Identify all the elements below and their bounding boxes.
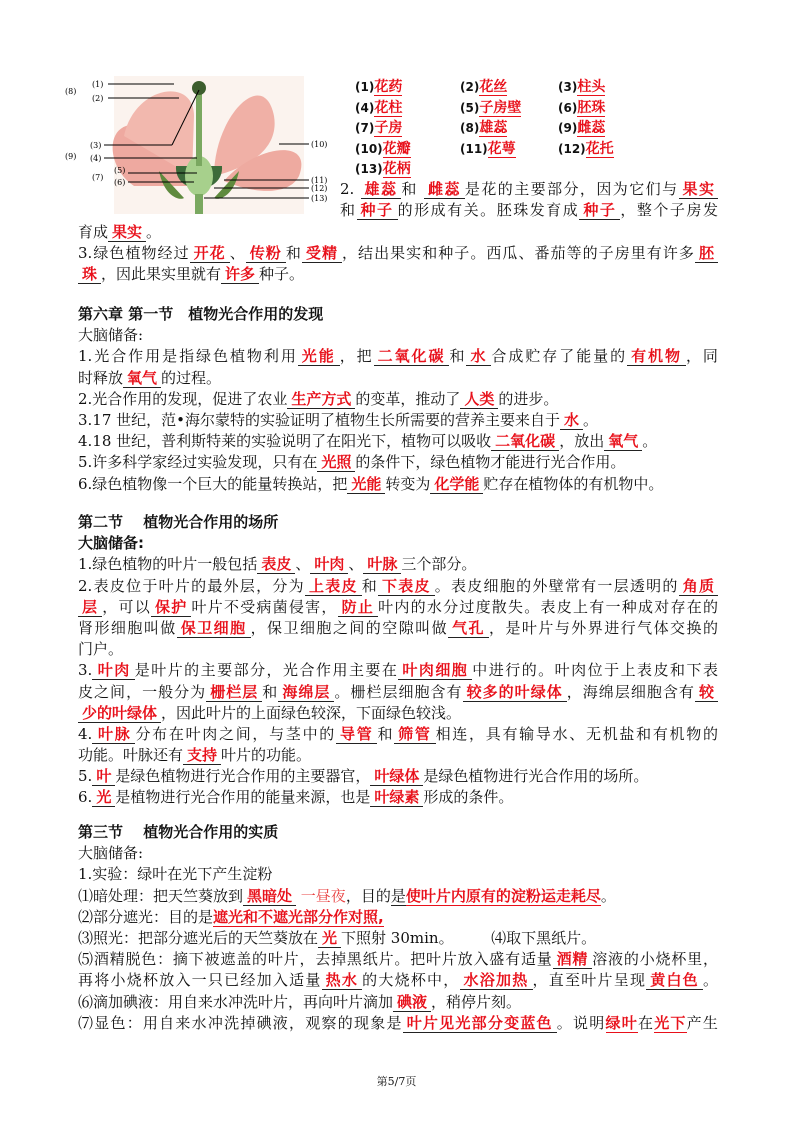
text-line: [78, 766, 718, 787]
label-7: (7): [92, 173, 104, 182]
label-2: (2): [92, 94, 104, 103]
answer-blank: 果实: [108, 223, 146, 242]
text-segment: ，海绵层细胞含有: [566, 682, 695, 701]
answer-blank: 雄蕊: [361, 180, 402, 199]
text-segment: ，稍停片刻。: [431, 992, 522, 1011]
text-line: [78, 928, 718, 949]
text-segment: 1.绿色植物的叶片一般包括: [78, 555, 258, 574]
part-answer: [558, 77, 648, 98]
answer-blank: 导管: [336, 725, 377, 744]
part-answer: [355, 98, 460, 119]
part-name: 胚珠: [577, 99, 606, 116]
answer-blank: 少的叶绿体: [78, 704, 161, 723]
text-segment: ，可以: [102, 597, 151, 616]
text-segment: 是叶片的主要部分，光合作用主要在: [134, 661, 399, 680]
text-segment: 是绿色植物进行光合作用的主要器官，: [115, 767, 371, 786]
text-segment: ，目的: [345, 886, 391, 905]
text-line: [78, 886, 718, 907]
answer-blank: 叶绿素: [370, 788, 423, 807]
answer-blank: 筛管: [394, 725, 435, 744]
text-segment: 2.表皮位于叶片的最外层，分为: [78, 576, 305, 595]
section-discovery: [78, 304, 718, 495]
part-number: (4): [355, 100, 375, 115]
answer-blank: 光能: [298, 347, 340, 366]
text-segment: 转变为: [385, 474, 431, 493]
text-segment: 是植物进行光合作用的能量来源，也是: [115, 788, 371, 807]
part-number: (9): [558, 121, 578, 135]
label-11: (11): [311, 176, 328, 185]
part-answer: [460, 139, 558, 160]
text-segment: 6.绿色植物像一个巨大的能量转换站，把: [78, 474, 348, 493]
label-9: (9): [65, 152, 77, 161]
answer-blank: 黑暗处: [243, 887, 296, 906]
part-number: (11): [460, 141, 488, 156]
text-line: [78, 682, 718, 703]
text-line: [78, 597, 718, 618]
text-line: [78, 410, 718, 431]
text-segment: 分布在叶肉之间，与茎中的: [135, 724, 336, 743]
answer-blank: 角质: [679, 577, 718, 596]
text-segment: 和: [377, 724, 395, 743]
text-segment: 的过程。: [161, 368, 222, 387]
text-segment: 、: [295, 555, 311, 574]
text-segment: 的进步。: [498, 389, 559, 408]
text-line: [78, 533, 718, 554]
answer-blank: 叶片见光部分变蓝色: [403, 1014, 557, 1033]
text-segment: 4.18 世纪，普利斯特莱的实验说明了在阳光下，植物可以吸收: [78, 432, 492, 451]
answer-blank: 表皮: [257, 555, 295, 574]
part-name: 花萼: [487, 140, 516, 157]
part-name: 花托: [585, 140, 614, 157]
text-segment: ⑹滴加碘液：用自来水冲洗叶片，再向叶片滴加: [78, 992, 394, 1011]
text-segment: 叶片的功能。: [221, 746, 312, 765]
answer-blank: 海绵层: [278, 683, 334, 702]
answer-blank: 化学能: [430, 475, 483, 494]
text-line: [78, 843, 718, 864]
text-segment: ，整个子房发: [620, 201, 718, 220]
text-segment: 2.: [340, 180, 361, 198]
answer-blank: 叶肉: [92, 661, 134, 680]
answer-blank: 黄白色: [646, 971, 703, 990]
text-line: [78, 745, 718, 766]
text-segment: 中进行的。叶肉位于上表皮和下表: [472, 661, 718, 680]
answer-text: 遮光和不遮光部分作对照,: [213, 907, 384, 926]
text-segment: 功能。叶脉还有: [78, 746, 184, 765]
text-line: [78, 703, 718, 724]
text-line: [78, 554, 718, 575]
text-segment: 。: [600, 886, 616, 905]
text-segment: ，因此果实里就有: [101, 265, 222, 284]
label-5: (5): [114, 166, 126, 175]
text-segment: 和: [340, 201, 357, 220]
text-segment: ⑴暗处理：把天竺葵放到: [78, 886, 244, 905]
text-segment: ，直至叶片呈现: [532, 971, 647, 990]
flower-fruit-paragraph: [78, 222, 718, 286]
text-segment: 是花的主要部分，因为它们与: [464, 180, 679, 198]
text-segment: 是绿色植物进行光合作用的场所。: [423, 767, 649, 786]
part-answer: [460, 118, 558, 139]
text-segment: 大脑储备:: [78, 326, 144, 345]
text-segment: 大脑储备:: [78, 844, 144, 863]
text-line: [78, 639, 718, 660]
part-answer: [355, 159, 460, 180]
text-segment: 5.许多科学家经过实验发现，只有在: [78, 453, 318, 472]
answer-blank: 种子: [579, 201, 620, 220]
text-segment: ，把: [339, 347, 374, 366]
text-segment: 和: [401, 180, 425, 198]
section-heading: 第六章 第一节 植物光合作用的发现: [78, 305, 324, 323]
text-segment: 溶液的小烧杯里，: [592, 950, 718, 969]
section-essence: [78, 822, 718, 1034]
part-name: 雌蕊: [577, 120, 606, 136]
text-segment: 下照射 30min。 ⑷取下黑纸片。: [341, 928, 597, 947]
part-number: (8): [460, 121, 480, 135]
answer-blank: 叶脉: [363, 555, 401, 574]
text-segment: ⑵部分遮光：目的是: [78, 907, 214, 926]
text-segment: ，同: [685, 347, 718, 366]
text-segment: 的条件下，绿色植物才能进行光合作用。: [355, 453, 626, 472]
text-line: [78, 576, 718, 597]
text-line: [78, 452, 718, 473]
label-8: (8): [65, 87, 77, 96]
text-line: [78, 264, 718, 285]
text-line: [78, 346, 718, 367]
part-number: (10): [355, 141, 383, 156]
text-line: [78, 389, 718, 410]
answer-blank: 果实: [679, 180, 718, 199]
text-segment: 在: [637, 1013, 655, 1032]
text-segment: 。: [583, 410, 599, 429]
text-segment: 。栅栏层细胞含有: [334, 682, 463, 701]
part-name: 雄蕊: [479, 120, 508, 136]
part-answer: [558, 98, 648, 119]
text-segment: 和: [449, 347, 467, 366]
part-answer: [355, 118, 460, 139]
text-segment: 6.: [78, 788, 93, 807]
flower-structure-diagram: [64, 76, 334, 214]
answer-blank: 叶肉细胞: [398, 661, 472, 680]
part-answer: [558, 139, 648, 160]
text-line: [340, 179, 718, 200]
part-answer: [460, 77, 558, 98]
label-12: (12): [311, 184, 328, 193]
text-line: [78, 660, 718, 681]
text-segment: 。表皮细胞的外壁常有一层透明的: [434, 576, 679, 595]
part-name: 子房: [374, 120, 403, 136]
label-1: (1): [92, 80, 104, 89]
text-segment: ，是叶片与外界进行气体交换的: [489, 618, 718, 637]
part-number: (5): [460, 100, 480, 115]
text-segment: 的形成有关。胚珠发育成: [397, 201, 580, 220]
part-answer: [355, 139, 460, 160]
text-line: [78, 822, 718, 843]
text-line: [78, 970, 718, 991]
text-line: [78, 222, 718, 243]
section-heading: 大脑储备:: [78, 534, 144, 553]
text-segment: ，结出果实和种子。西瓜、番茄等的子房里有许多: [342, 244, 695, 263]
answer-blank: 支持: [183, 746, 221, 765]
part-number: (12): [558, 141, 586, 156]
text-segment: ，因此叶片的上面绿色较深，下面绿色较浅。: [161, 703, 462, 722]
label-13: (13): [311, 194, 328, 203]
text-segment: 种子。: [259, 265, 305, 284]
answer-blank: 上表皮: [305, 577, 362, 596]
answer-blank: 层: [78, 598, 102, 617]
part-name: 花药: [374, 79, 403, 95]
answer-blank: 较: [695, 683, 718, 702]
text-segment: 和: [262, 682, 279, 701]
text-segment: ，放出: [559, 432, 605, 451]
text-segment: 的变革，推动了: [355, 389, 461, 408]
part-name: 花丝: [479, 79, 508, 95]
answer-blank: 光照: [317, 453, 355, 472]
text-line: [78, 243, 718, 264]
answer-blank: 有机物: [627, 347, 686, 366]
part-number: (2): [460, 80, 480, 94]
answer-blank: 种子: [357, 201, 398, 220]
text-line: [78, 474, 718, 495]
text-line: [78, 368, 718, 389]
label-10: (10): [311, 140, 328, 149]
answer-blank: 下表皮: [378, 577, 435, 596]
text-segment: 三个部分。: [401, 555, 477, 574]
text-line: [78, 618, 718, 639]
text-segment: 门户。: [78, 640, 124, 659]
text-segment: 时释放: [78, 368, 124, 387]
part-answer: [460, 98, 558, 119]
text-line: [78, 325, 718, 346]
page-number: 第5/7页: [376, 1075, 417, 1088]
text-segment: ，保卫细胞之间的空隙叫做: [250, 618, 449, 637]
answer-blank: 热水: [322, 971, 362, 990]
text-line: [78, 949, 718, 970]
text-segment: 4.: [78, 724, 93, 743]
answer-blank: 水: [560, 411, 583, 430]
text-line: [78, 724, 718, 745]
text-segment: 贮存在植物体的有机物中。: [483, 474, 664, 493]
text-segment: 是: [390, 886, 406, 905]
text-segment: 、: [229, 244, 246, 263]
text-segment: 。说明: [556, 1013, 606, 1032]
answer-blank: 叶脉: [92, 725, 135, 744]
part-answer: [355, 77, 460, 98]
section-heading: 第二节 植物光合作用的场所: [78, 513, 279, 531]
text-line: [78, 304, 718, 325]
part-name: 花瓣: [382, 140, 411, 157]
answer-blank: 氧气: [604, 432, 642, 451]
part-number: (7): [355, 121, 375, 135]
text-line: [78, 992, 718, 1013]
answer-blank: 光: [318, 929, 341, 948]
text-segment: 。: [702, 971, 718, 990]
text-segment: 3.: [78, 661, 93, 680]
text-segment: 叶内的水分过度散失。表皮上有一种成对存在的: [378, 597, 718, 616]
text-segment: 5.: [78, 767, 93, 786]
part-name: 子房壁: [479, 99, 522, 116]
part-answer: [558, 118, 648, 139]
answer-blank: 生产方式: [287, 390, 355, 409]
answer-blank: 保卫细胞: [177, 619, 251, 638]
answer-blank: 光能: [347, 475, 385, 494]
answer-blank: 二氧化碳: [374, 347, 450, 366]
text-segment: 和: [285, 244, 302, 263]
flower-parts-answers: [355, 77, 648, 180]
answer-blank: 较多的叶绿体: [463, 683, 567, 702]
answer-blank: 碘液: [393, 993, 431, 1012]
red-note: 一昼夜: [296, 886, 346, 905]
part-name: 花柱: [374, 99, 403, 116]
answer-blank: 光: [92, 788, 115, 807]
text-segment: 育成: [78, 223, 109, 241]
answer-blank: 叶肉: [310, 555, 348, 574]
answer-blank: 保护: [151, 598, 191, 617]
part-number: (6): [558, 100, 578, 115]
text-line: [78, 787, 718, 808]
text-segment: 形成的条件。: [423, 788, 514, 807]
text-segment: 合成贮存了能量的: [491, 347, 628, 366]
text-line: [340, 200, 718, 221]
answer-blank: 水: [466, 347, 491, 366]
answer-blank: 雌蕊: [424, 180, 465, 199]
text-segment: 肾形细胞叫做: [78, 618, 177, 637]
text-segment: 。: [146, 223, 162, 241]
answer-blank: 二氧化碳: [491, 432, 559, 451]
answer-blank: 开花: [190, 244, 230, 263]
answer-blank: 叶: [92, 767, 115, 786]
text-segment: 、: [348, 555, 364, 574]
answer-blank: 防止: [338, 598, 378, 617]
answer-text: 光下: [654, 1013, 687, 1032]
answer-blank: 珠: [78, 265, 101, 284]
paragraph-2-lines: [340, 179, 718, 221]
section-location: [78, 512, 718, 809]
label-4: (4): [90, 154, 102, 163]
section-heading: 第三节 植物光合作用的实质: [78, 823, 279, 841]
label-6: (6): [114, 178, 126, 187]
label-3: (3): [90, 141, 102, 150]
text-segment: 叶片不受病菌侵害，: [191, 597, 338, 616]
answer-blank: 传粉: [246, 244, 286, 263]
text-segment: 的大烧杯中，: [362, 971, 460, 990]
text-line: [78, 907, 718, 928]
text-segment: 。: [642, 432, 658, 451]
text-segment: 3.绿色植物经过: [78, 244, 190, 263]
text-line: [78, 864, 718, 885]
text-line: [78, 512, 718, 533]
answer-blank: 氧气: [123, 369, 161, 388]
answer-blank: 许多: [221, 265, 259, 284]
text-segment: ⑸酒精脱色：摘下被遮盖的叶片，去掉黑纸片。把叶片放入盛有适量: [78, 950, 553, 969]
answer-blank: 人类: [460, 390, 498, 409]
text-segment: 相连，具有输导水、无机盐和有机物的: [435, 724, 718, 743]
answer-blank: 气孔: [448, 619, 489, 638]
text-segment: 再将小烧杯放入一只已经加入适量: [78, 971, 322, 990]
part-number: (13): [355, 162, 383, 176]
part-number: (3): [558, 80, 578, 94]
text-segment: 和: [361, 576, 378, 595]
answer-blank: 叶绿体: [370, 767, 423, 786]
text-line: [78, 1013, 718, 1034]
part-number: (1): [355, 80, 375, 94]
answer-blank: 胚: [695, 244, 718, 263]
answer-blank: 栅栏层: [206, 683, 262, 702]
answer-blank: 酒精: [553, 950, 593, 969]
answer-blank: 受精: [302, 244, 342, 263]
answer-text: 绿叶: [605, 1013, 638, 1032]
text-segment: 产生: [686, 1013, 718, 1032]
text-segment: 1.实验：绿叶在光下产生淀粉: [78, 865, 273, 884]
text-segment: ⑺显色：用自来水冲洗掉碘液，观察的现象是: [78, 1013, 403, 1032]
part-name: 柱头: [577, 79, 606, 95]
text-segment: ⑶照光：把部分遮光后的天竺葵放在: [78, 928, 319, 947]
part-name: 花柄: [382, 161, 411, 177]
answer-text: 使叶片内原有的淀粉运走耗尽: [405, 886, 601, 905]
text-segment: 3.17 世纪，范•海尔蒙特的实验证明了植物生长所需要的营养主要来自于: [78, 410, 561, 429]
text-segment: 1.光合作用是指绿色植物利用: [78, 347, 298, 366]
answer-blank: 水浴加热: [460, 971, 533, 990]
text-line: [78, 431, 718, 452]
text-segment: 2.光合作用的发现，促进了农业: [78, 389, 288, 408]
text-segment: 皮之间，一般分为: [78, 682, 207, 701]
